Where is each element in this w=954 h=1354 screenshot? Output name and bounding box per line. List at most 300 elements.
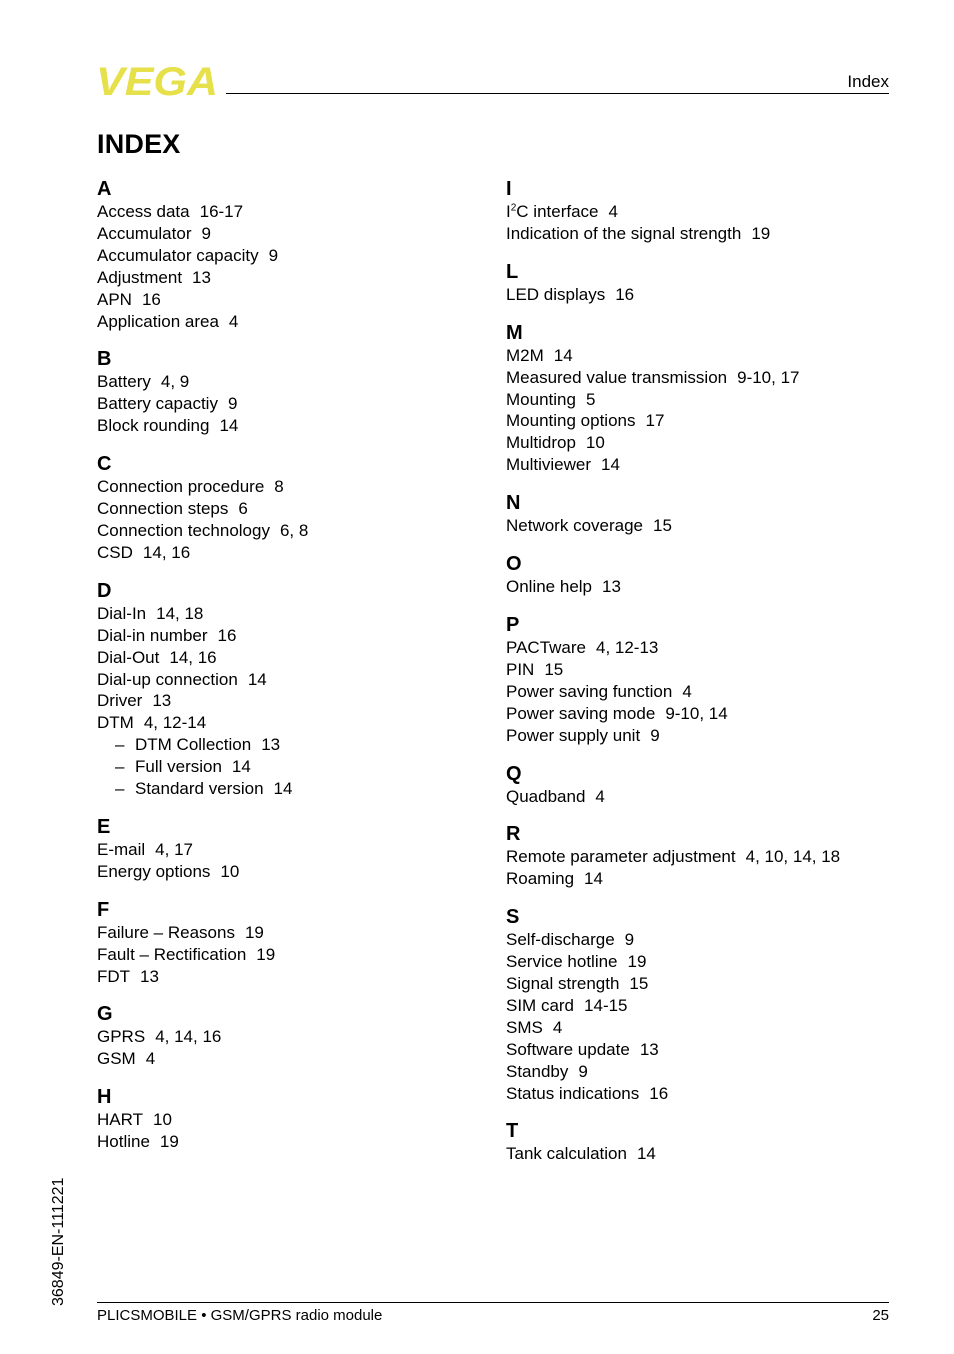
term-text: Adjustment: [97, 267, 183, 287]
term-text: DTM: [97, 713, 134, 733]
index-entry: [506, 1017, 886, 1039]
index-entries: [97, 1109, 477, 1153]
term-text: CSD: [97, 542, 133, 562]
index-term: [135, 735, 251, 754]
index-term: [506, 974, 619, 993]
index-group-s: [506, 905, 886, 1104]
index-entry: [506, 410, 886, 432]
index-term: [506, 411, 635, 430]
index-group-d: [97, 579, 477, 800]
index-letter: E: [97, 815, 111, 838]
index-term: [506, 455, 591, 474]
index-term: [97, 246, 259, 265]
term-text: Standby: [506, 1061, 569, 1081]
index-term: [506, 1040, 630, 1059]
term-text: PACTware: [506, 637, 586, 657]
index-group-m: [506, 321, 886, 476]
index-term: [506, 368, 727, 387]
index-term: [506, 1018, 543, 1037]
index-entries: [97, 839, 477, 883]
page-title: INDEX: [97, 129, 181, 159]
index-entry: [97, 690, 477, 712]
index-entries: [506, 929, 886, 1104]
index-entry: [97, 922, 477, 944]
term-text: Multiviewer: [506, 455, 592, 475]
index-letter: N: [506, 492, 521, 515]
index-term: [506, 847, 736, 866]
page-refs: 14: [601, 455, 620, 475]
term-text: DTM Collection: [135, 735, 252, 755]
footer-product: PLICSMOBILE • GSM/GPRS radio module: [97, 1307, 383, 1324]
index-term: [506, 224, 741, 243]
index-term: [97, 1027, 145, 1046]
index-subentry: [97, 756, 477, 778]
index-subentry: [97, 734, 477, 756]
page-refs: 5: [585, 389, 596, 409]
page-refs: 16: [217, 625, 237, 645]
index-term: [97, 1049, 136, 1068]
header-rule: [226, 93, 889, 94]
index-term: [97, 202, 190, 221]
index-term: [97, 521, 270, 540]
index-group-q: [506, 762, 886, 808]
term-text: HART: [97, 1110, 143, 1130]
page-refs: 6: [238, 499, 248, 519]
page-refs: 16: [615, 284, 635, 304]
page-refs: 4, 9: [160, 372, 190, 392]
index-term: [97, 372, 151, 391]
page-refs: 16-17: [199, 202, 244, 221]
term-prefix: I: [506, 202, 511, 221]
page-refs: 9: [624, 930, 635, 950]
term-text: Online help: [506, 577, 593, 597]
index-group-f: [97, 898, 477, 988]
index-letter: M: [506, 321, 523, 344]
index-term: [97, 945, 246, 964]
term-text: Self-discharge: [506, 930, 615, 950]
index-term: [97, 543, 133, 562]
index-group-r: [506, 822, 886, 890]
page-refs: 19: [244, 922, 264, 942]
index-entry: [97, 498, 477, 520]
index-entry: [97, 393, 477, 415]
page-refs: 4, 12-13: [596, 637, 659, 657]
term-text: Status indications: [506, 1083, 640, 1103]
page-refs: 19: [627, 952, 647, 972]
index-term: [97, 477, 264, 496]
index-entry: [97, 1048, 477, 1070]
term-text: Dial-up connection: [97, 669, 238, 689]
index-entries: [97, 371, 477, 437]
index-entries: [506, 345, 886, 476]
index-entry: [97, 603, 477, 625]
page-refs: 4: [228, 311, 239, 331]
index-entries: [97, 201, 477, 332]
index-entry: [506, 868, 886, 890]
page-refs: 14: [553, 345, 573, 365]
page-refs: 15: [544, 659, 564, 679]
term-text: Dial-In: [97, 603, 147, 623]
term-text: Failure – Reasons: [97, 922, 235, 942]
index-term: [506, 952, 618, 971]
page-refs: 9: [227, 394, 238, 414]
page-refs: 14: [231, 757, 251, 777]
page-refs: 10: [585, 433, 605, 453]
index-term: [97, 290, 132, 309]
term-text: SIM card: [506, 995, 575, 1015]
index-term: [97, 1110, 143, 1129]
term-text: Remote parameter adjustment: [506, 847, 736, 867]
term-text: Software update: [506, 1039, 630, 1059]
term-text: GPRS: [97, 1027, 146, 1047]
index-entry: [506, 1039, 886, 1061]
term-text: Power saving function: [506, 681, 673, 701]
index-group-a: [97, 177, 477, 332]
index-group-b: [97, 347, 477, 437]
index-term: [97, 923, 235, 942]
index-term: [97, 713, 134, 732]
index-entry: [506, 659, 886, 681]
page-refs: 4: [145, 1049, 156, 1069]
term-text: Indication of the signal strength: [506, 223, 742, 243]
index-term: [97, 224, 191, 243]
page-refs: 4, 10, 14, 18: [745, 847, 841, 867]
index-entries: [97, 922, 477, 988]
term-text: Signal strength: [506, 974, 620, 994]
index-group-g: [97, 1002, 477, 1070]
page-refs: 19: [751, 223, 771, 243]
page-refs: 4, 17: [155, 839, 193, 859]
index-term: [506, 726, 640, 745]
index-entry: [506, 515, 886, 537]
logo-text: VEGA: [96, 63, 218, 99]
index-subentry: [97, 778, 477, 800]
index-entry: [506, 929, 886, 951]
index-letter: C: [97, 453, 112, 476]
index-entry: [97, 201, 477, 223]
index-group-o: [506, 552, 886, 598]
index-entry: [97, 1109, 477, 1131]
term-text: Access data: [97, 202, 190, 221]
page-refs: 17: [645, 411, 665, 431]
page-refs: 9-10, 17: [737, 367, 800, 387]
index-letter: H: [97, 1086, 112, 1109]
term-text: Multidrop: [506, 433, 576, 453]
term-text: FDT: [97, 966, 131, 986]
page-refs: 13: [602, 577, 621, 597]
index-entries: [506, 1143, 886, 1165]
page-refs: 13: [140, 966, 159, 986]
page-refs: 4: [552, 1017, 563, 1037]
index-letter: L: [506, 260, 519, 283]
index-entry: [97, 223, 477, 245]
index-term: [506, 869, 574, 888]
index-term: [506, 516, 643, 535]
index-term: [506, 996, 574, 1015]
index-entry: [97, 647, 477, 669]
page-refs: 9: [268, 245, 279, 265]
index-entries: [97, 476, 477, 564]
index-entry: [97, 669, 477, 691]
term-text: Tank calculation: [506, 1144, 627, 1164]
index-entry: [506, 725, 886, 747]
index-entries: [506, 786, 886, 808]
index-group-i: [506, 177, 886, 245]
page-refs: 9: [650, 725, 660, 745]
page-refs: 19: [256, 944, 276, 964]
index-column-left: [97, 177, 477, 1168]
index-term: [97, 648, 159, 667]
page-refs: 10: [220, 861, 240, 881]
term-text: LED displays: [506, 284, 606, 304]
term-text: Hotline: [97, 1132, 150, 1152]
index-entries: [506, 284, 886, 306]
term-text: Roaming: [506, 869, 575, 889]
page-refs: 14: [247, 669, 267, 689]
page-refs: 14, 18: [156, 603, 204, 623]
page-refs: 16: [141, 289, 161, 309]
index-entries: [506, 201, 886, 245]
index-term: [97, 394, 218, 413]
index-term: [135, 757, 222, 776]
index-entry: [506, 1083, 886, 1105]
index-group-p: [506, 613, 886, 747]
index-entry: [97, 245, 477, 267]
index-entry: [506, 995, 886, 1017]
index-term: [97, 499, 228, 518]
term-text: PIN: [506, 659, 535, 679]
term-text: Full version: [135, 757, 222, 777]
term-text: Power saving mode: [506, 703, 656, 723]
section-title: Index: [847, 72, 889, 91]
index-letter: B: [97, 348, 112, 371]
index-term: [506, 577, 592, 596]
term-text: Mounting options: [506, 411, 636, 431]
index-term: [97, 268, 182, 287]
page-refs: 15: [629, 974, 649, 994]
index-term: [97, 862, 210, 881]
page-refs: 14: [219, 416, 239, 436]
index-term: [506, 704, 655, 723]
term-text: SMS: [506, 1017, 543, 1037]
page-refs: 19: [159, 1132, 179, 1152]
index-entry: [506, 951, 886, 973]
footer-page-number: 25: [872, 1307, 889, 1324]
term-text: Block rounding: [97, 416, 210, 436]
index-term: [506, 202, 599, 221]
index-entry: [506, 576, 886, 598]
index-letter: G: [97, 1003, 113, 1026]
index-term: [97, 967, 130, 986]
index-term: [506, 682, 672, 701]
page-refs: 14: [636, 1144, 656, 1164]
index-group-e: [97, 815, 477, 883]
page-refs: 15: [653, 516, 672, 536]
term-text: Dial-in number: [97, 625, 208, 645]
page-refs: 4: [608, 202, 618, 221]
index-entry: [506, 703, 886, 725]
index-entry: [506, 786, 886, 808]
index-entries: [506, 576, 886, 598]
index-letter: A: [97, 178, 112, 200]
index-entry: [97, 1131, 477, 1153]
index-term: [97, 1132, 150, 1151]
page-refs: 8: [274, 477, 284, 497]
index-letter: Q: [506, 762, 522, 785]
page-refs: 14, 16: [169, 647, 217, 667]
index-term: [506, 390, 576, 409]
index-entry: [97, 520, 477, 542]
index-entry: [506, 201, 886, 223]
term-text: Connection steps: [97, 499, 229, 519]
term-text: Energy options: [97, 861, 211, 881]
index-term: [97, 416, 209, 435]
index-term: [506, 285, 605, 304]
term-text: Quadband: [506, 786, 586, 806]
index-entry: [506, 432, 886, 454]
index-entry: [97, 311, 477, 333]
index-term: [506, 1084, 639, 1103]
page-refs: 4, 12-14: [143, 713, 207, 733]
index-term: [97, 312, 219, 331]
index-letter: T: [506, 1120, 519, 1143]
index-group-l: [506, 260, 886, 306]
term-text: APN: [97, 289, 132, 309]
index-term: [506, 346, 544, 365]
page-refs: 13: [192, 267, 211, 287]
term-text: Accumulator capacity: [97, 245, 259, 265]
index-entry: [97, 371, 477, 393]
term-text: Power supply unit: [506, 725, 641, 745]
term-text: M2M: [506, 345, 544, 365]
index-entry: [97, 415, 477, 437]
page-refs: 9: [578, 1061, 588, 1081]
page-refs: 9: [201, 223, 211, 243]
index-letter: S: [506, 906, 520, 929]
index-term: [506, 1062, 568, 1081]
index-entry: [97, 861, 477, 883]
term-text: Network coverage: [506, 516, 644, 536]
index-entry: [506, 367, 886, 389]
page-refs: 10: [152, 1110, 172, 1130]
term-text: Connection technology: [97, 520, 270, 540]
page-refs: 14-15: [584, 995, 628, 1015]
term-text: Service hotline: [506, 952, 618, 972]
term-text: Accumulator: [97, 223, 192, 243]
term-text: GSM: [97, 1049, 136, 1069]
term-text: Fault – Rectification: [97, 944, 247, 964]
page-refs: 14, 16: [142, 542, 191, 562]
footer-rule: [97, 1302, 889, 1303]
term-text: E-mail: [97, 839, 146, 859]
index-entry: [97, 625, 477, 647]
index-entry: [97, 839, 477, 861]
index-entry: [97, 944, 477, 966]
index-entry: [506, 681, 886, 703]
index-entry: [506, 284, 886, 306]
term-text: Dial-Out: [97, 647, 160, 667]
index-entries: [506, 846, 886, 890]
index-term: [506, 660, 534, 679]
index-group-c: [97, 452, 477, 564]
index-entry: [97, 966, 477, 988]
index-entries: [97, 1026, 477, 1070]
index-entry: [97, 476, 477, 498]
index-term: [135, 779, 264, 798]
term-superscript: 2: [510, 202, 517, 214]
index-group-t: [506, 1119, 886, 1165]
index-entry: [506, 454, 886, 476]
term-text: Driver: [97, 691, 143, 711]
page-refs: 4: [682, 681, 692, 701]
index-entry: [97, 267, 477, 289]
index-entry: [97, 542, 477, 564]
index-term: [506, 787, 585, 806]
index-group-n: [506, 491, 886, 537]
index-term: [97, 604, 146, 623]
index-term: [506, 433, 576, 452]
term-text: Battery capactiy: [97, 394, 218, 414]
page-refs: 14: [273, 779, 293, 799]
page-refs: 13: [639, 1039, 659, 1059]
index-group-h: [97, 1085, 477, 1153]
index-entry: [506, 345, 886, 367]
index-term: [97, 840, 145, 859]
term-text: Application area: [97, 311, 219, 331]
page-refs: 9-10, 14: [665, 703, 728, 723]
term-text: C interface: [516, 202, 599, 221]
term-text: Mounting: [506, 389, 576, 409]
index-term: [506, 1144, 627, 1163]
index-entries: [506, 515, 886, 537]
document-code: 36849-EN-111221: [50, 1177, 67, 1306]
term-text: Battery: [97, 372, 151, 392]
index-entry: [506, 389, 886, 411]
index-column-right: [506, 177, 886, 1180]
page-refs: 13: [261, 735, 281, 755]
index-entries: [97, 603, 477, 800]
term-text: Measured value transmission: [506, 367, 728, 387]
index-entry: [506, 223, 886, 245]
index-term: [97, 691, 142, 710]
index-entry: [506, 637, 886, 659]
index-entry: [97, 289, 477, 311]
index-entry: [97, 712, 477, 734]
page-refs: 13: [152, 691, 172, 711]
index-term: [506, 638, 586, 657]
index-letter: D: [97, 579, 112, 602]
index-term: [97, 626, 208, 645]
index-term: [506, 930, 615, 949]
page-refs: 16: [649, 1083, 669, 1103]
index-entries: [506, 637, 886, 747]
vega-logo: [96, 63, 220, 99]
page-refs: 6, 8: [279, 520, 309, 540]
index-letter: O: [506, 553, 522, 576]
index-entry: [506, 1143, 886, 1165]
index-letter: R: [506, 823, 521, 846]
page-refs: 4: [595, 786, 605, 806]
index-entry: [97, 1026, 477, 1048]
term-text: Standard version: [135, 779, 264, 799]
index-entry: [506, 1061, 886, 1083]
index-letter: P: [506, 613, 520, 636]
index-term: [97, 670, 238, 689]
index-letter: I: [506, 178, 512, 200]
index-entry: [506, 846, 886, 868]
page-refs: 14: [584, 869, 603, 889]
index-entry: [506, 973, 886, 995]
